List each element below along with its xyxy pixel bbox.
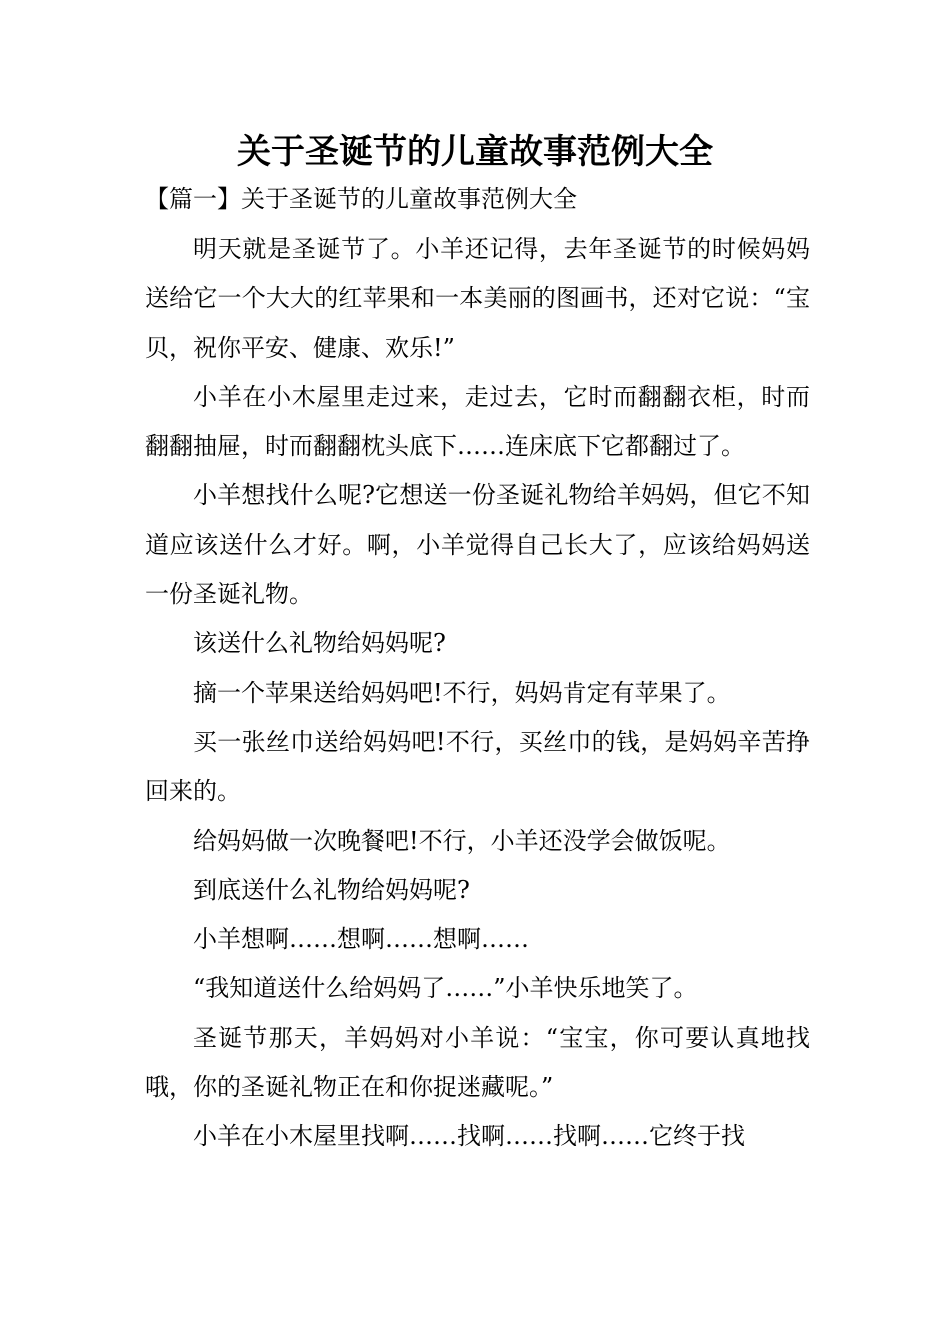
paragraph: 小羊在小木屋里找啊……找啊……找啊……它终于找: [193, 1122, 745, 1151]
paragraph: 摘一个苹果送给妈妈吧!不行，妈妈肯定有苹果了。: [193, 678, 731, 707]
paragraph: 小羊想找什么呢?它想送一份圣诞礼物给羊妈妈，但它不知道应该送什么才好。啊，小羊觉得自己长大了，应该给妈妈送一份圣诞礼物。: [145, 481, 810, 609]
document-title: 关于圣诞节的儿童故事范例大全: [237, 132, 713, 172]
paragraph: “我知道送什么给妈妈了……”小羊快乐地笑了。: [193, 974, 698, 1003]
paragraph: 该送什么礼物给妈妈呢?: [193, 629, 446, 658]
story-body: [145, 225, 810, 1162]
paragraph: 到底送什么礼物给妈妈呢?: [193, 875, 470, 904]
paragraph: 小羊想啊……想啊……想啊……: [193, 925, 529, 954]
section-heading: 【篇一】关于圣诞节的儿童故事范例大全: [145, 185, 577, 213]
paragraph: 给妈妈做一次晚餐吧!不行，小羊还没学会做饭呢。: [193, 826, 731, 855]
paragraph: 买一张丝巾送给妈妈吧!不行，买丝巾的钱，是妈妈辛苦挣回来的。: [145, 727, 810, 806]
paragraph: 小羊在小木屋里走过来，走过去，它时而翻翻衣柜，时而翻翻抽屉，时而翻翻枕头底下……连床底下它都翻过了。: [145, 382, 810, 461]
paragraph: 圣诞节那天，羊妈妈对小羊说：“宝宝，你可要认真地找哦，你的圣诞礼物正在和你捉迷藏呢。”: [145, 1023, 810, 1102]
paragraph: 明天就是圣诞节了。小羊还记得，去年圣诞节的时候妈妈送给它一个大大的红苹果和一本美丽的图画书，还对它说：“宝贝，祝你平安、健康、欢乐!”: [145, 235, 810, 362]
